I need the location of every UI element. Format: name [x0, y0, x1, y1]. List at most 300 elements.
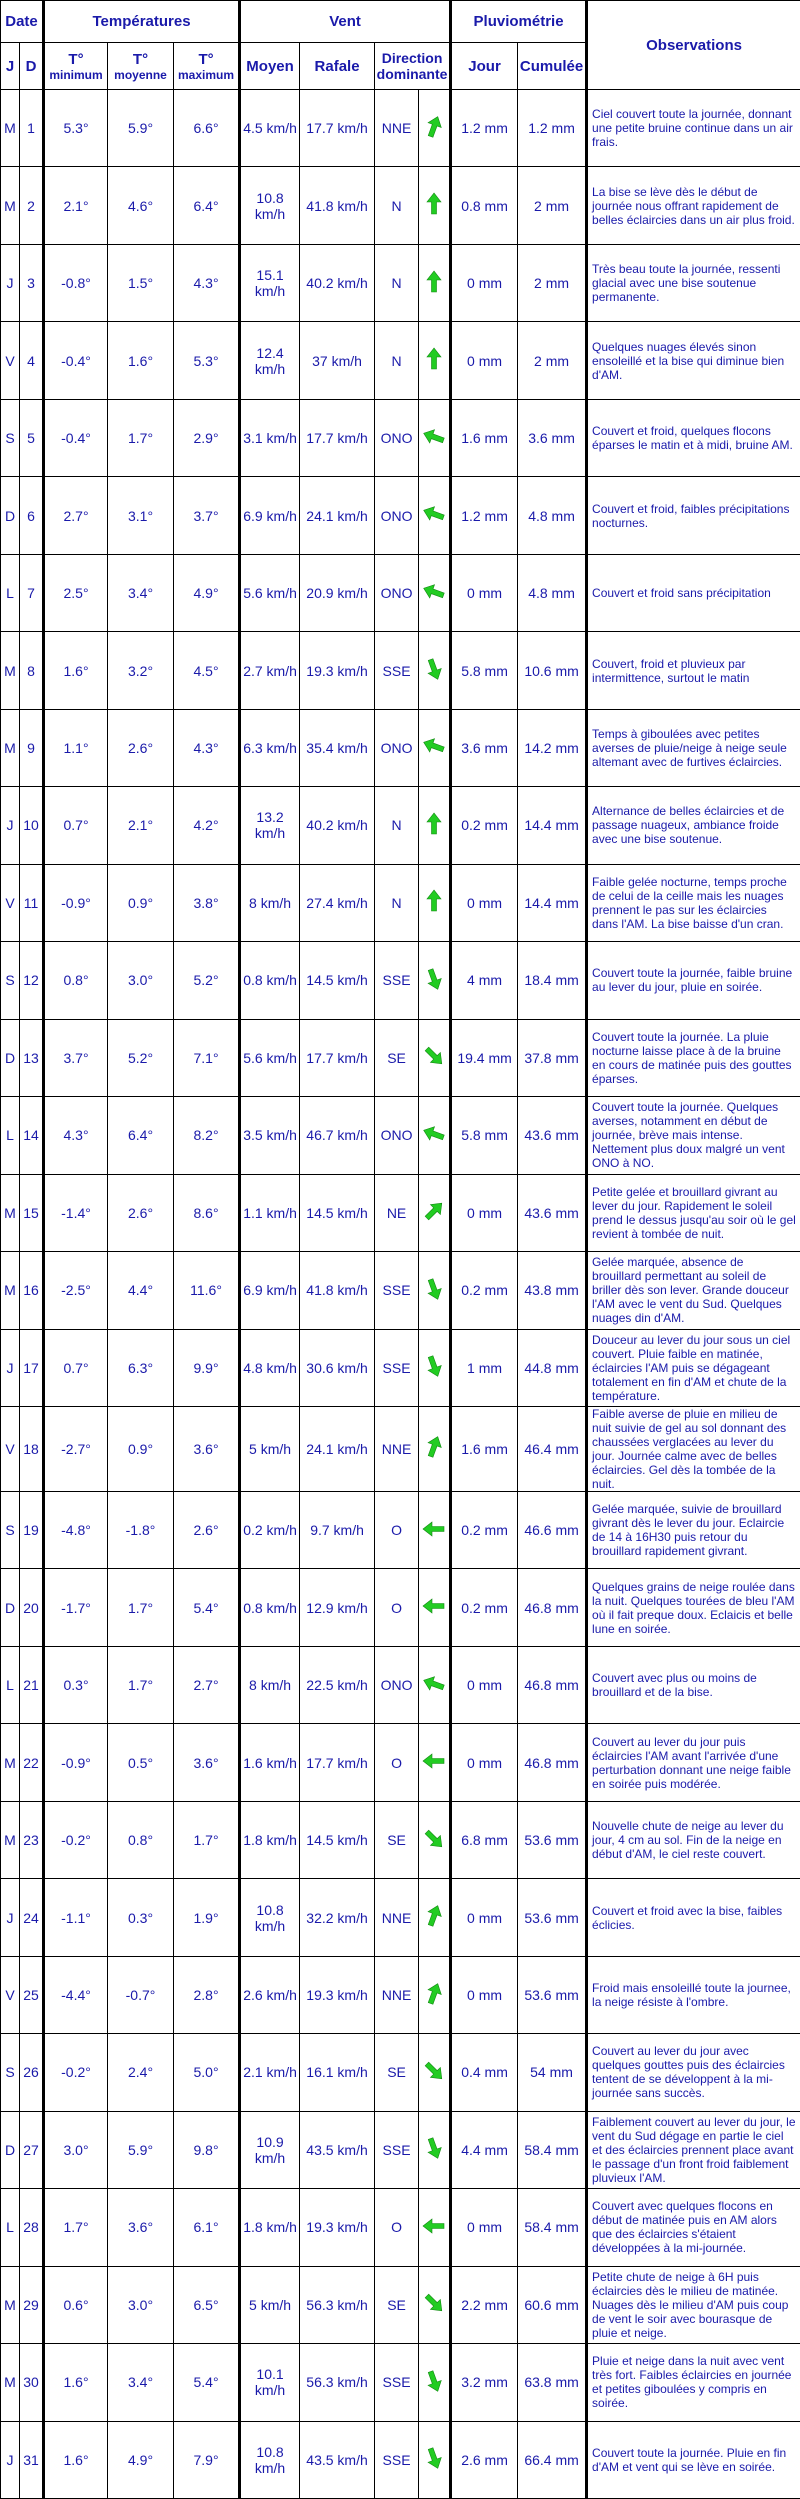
- observation-text: Faible gelée nocturne, temps proche de celui de la ceille mais les nuages prennent le pas sur les éclaircies dans l'AM. La bise baisse d'un cran.: [587, 864, 800, 941]
- temp-max: 6.5°: [174, 2266, 240, 2343]
- day-letter: D: [1, 477, 20, 554]
- temp-min: 0.3°: [44, 1646, 108, 1723]
- day-number: 23: [20, 1801, 44, 1878]
- wind-arrow-cell: [419, 90, 451, 167]
- wind-arrow-icon: [422, 2059, 446, 2083]
- rain-day: 0 mm: [451, 1646, 518, 1723]
- header-date: Date: [1, 1, 44, 43]
- wind-arrow-icon: [422, 1199, 446, 1223]
- wind-avg: 8 km/h: [240, 864, 300, 941]
- temp-avg: 0.5°: [108, 1724, 174, 1801]
- rain-day: 0 mm: [451, 1174, 518, 1251]
- wind-avg: 10.8 km/h: [240, 1879, 300, 1956]
- wind-gust: 14.5 km/h: [300, 1174, 375, 1251]
- temp-min: -4.4°: [44, 1956, 108, 2033]
- header-moyen: Moyen: [240, 43, 300, 90]
- wind-avg: 3.1 km/h: [240, 399, 300, 476]
- table-row: [1, 787, 800, 864]
- wind-gust: 24.1 km/h: [300, 1406, 375, 1491]
- wind-arrow-cell: [419, 244, 451, 321]
- temp-avg: 6.3°: [108, 1329, 174, 1406]
- rain-day: 2.2 mm: [451, 2266, 518, 2343]
- header-rafale: Rafale: [300, 43, 375, 90]
- wind-arrow-cell: [419, 1174, 451, 1251]
- temp-max: 5.4°: [174, 2344, 240, 2421]
- rain-cumulative: 4.8 mm: [518, 554, 587, 631]
- header-vent: Vent: [240, 1, 451, 43]
- rain-day: 0.4 mm: [451, 2034, 518, 2111]
- wind-avg: 6.9 km/h: [240, 1252, 300, 1329]
- wind-arrow-cell: [419, 1406, 451, 1491]
- wind-arrow-cell: [419, 942, 451, 1019]
- observation-text: La bise se lève dès le début de journée nous offrant rapidement de belles éclaircies dans un air plus froid.: [587, 167, 800, 244]
- table-row: [1, 2344, 800, 2421]
- wind-gust: 46.7 km/h: [300, 1097, 375, 1174]
- wind-gust: 14.5 km/h: [300, 942, 375, 1019]
- rain-cumulative: 10.6 mm: [518, 632, 587, 709]
- wind-gust: 24.1 km/h: [300, 477, 375, 554]
- rain-day: 5.8 mm: [451, 632, 518, 709]
- observation-text: Couvert toute la journée. Pluie en fin d'AM et vent qui se lève en soirée.: [587, 2421, 800, 2498]
- wind-avg: 5.6 km/h: [240, 1019, 300, 1096]
- temp-max: 4.3°: [174, 244, 240, 321]
- wind-direction: SE: [375, 1019, 419, 1096]
- day-number: 16: [20, 1252, 44, 1329]
- wind-arrow-icon: [422, 2214, 446, 2238]
- wind-arrow-icon: [422, 347, 446, 371]
- temp-avg: 3.0°: [108, 942, 174, 1019]
- rain-cumulative: 14.2 mm: [518, 709, 587, 786]
- wind-direction: N: [375, 244, 419, 321]
- observation-text: Quelques nuages élevés sinon ensoleillé et la bise qui diminue bien d'AM.: [587, 322, 800, 399]
- temp-avg: 3.4°: [108, 2344, 174, 2421]
- wind-arrow-icon: [422, 1827, 446, 1851]
- wind-arrow-icon: [422, 1122, 446, 1146]
- day-number: 10: [20, 787, 44, 864]
- day-number: 30: [20, 2344, 44, 2421]
- temp-avg: 4.4°: [108, 1252, 174, 1329]
- table-row: [1, 1491, 800, 1568]
- day-letter: S: [1, 942, 20, 1019]
- temp-min: 3.0°: [44, 2111, 108, 2188]
- wind-avg: 0.2 km/h: [240, 1491, 300, 1568]
- rain-day: 0.2 mm: [451, 787, 518, 864]
- wind-arrow-cell: [419, 1491, 451, 1568]
- day-letter: D: [1, 1569, 20, 1646]
- wind-arrow-icon: [422, 1672, 446, 1696]
- observation-text: Couvert toute la journée. La pluie nocturne laisse place à de la bruine en cours de matinée puis des gouttes éparses.: [587, 1019, 800, 1096]
- rain-day: 2.6 mm: [451, 2421, 518, 2498]
- day-letter: J: [1, 2421, 20, 2498]
- wind-arrow-icon: [422, 192, 446, 216]
- rain-cumulative: 14.4 mm: [518, 864, 587, 941]
- wind-direction: SSE: [375, 2111, 419, 2188]
- wind-arrow-icon: [422, 1044, 446, 1068]
- wind-arrow-cell: [419, 399, 451, 476]
- day-number: 20: [20, 1569, 44, 1646]
- rain-cumulative: 53.6 mm: [518, 1879, 587, 1956]
- wind-avg: 4.5 km/h: [240, 90, 300, 167]
- wind-arrow-icon: [422, 889, 446, 913]
- wind-avg: 10.9 km/h: [240, 2111, 300, 2188]
- header-j: J: [1, 43, 20, 90]
- wind-gust: 43.5 km/h: [300, 2111, 375, 2188]
- temp-max: 2.9°: [174, 399, 240, 476]
- day-letter: M: [1, 2266, 20, 2343]
- wind-avg: 1.6 km/h: [240, 1724, 300, 1801]
- temp-max: 3.8°: [174, 864, 240, 941]
- day-letter: M: [1, 709, 20, 786]
- wind-direction: SSE: [375, 632, 419, 709]
- wind-arrow-cell: [419, 2421, 451, 2498]
- day-number: 4: [20, 322, 44, 399]
- day-number: 7: [20, 554, 44, 631]
- temp-min: -4.8°: [44, 1491, 108, 1568]
- day-letter: L: [1, 2189, 20, 2266]
- wind-avg: 8 km/h: [240, 1646, 300, 1723]
- rain-day: 0 mm: [451, 554, 518, 631]
- wind-direction: N: [375, 322, 419, 399]
- table-row: [1, 1406, 800, 1491]
- wind-avg: 6.9 km/h: [240, 477, 300, 554]
- wind-avg: 1.1 km/h: [240, 1174, 300, 1251]
- wind-avg: 3.5 km/h: [240, 1097, 300, 1174]
- rain-cumulative: 46.4 mm: [518, 1406, 587, 1491]
- wind-arrow-cell: [419, 1019, 451, 1096]
- day-number: 13: [20, 1019, 44, 1096]
- day-number: 19: [20, 1491, 44, 1568]
- temp-avg: 5.2°: [108, 1019, 174, 1096]
- rain-cumulative: 66.4 mm: [518, 2421, 587, 2498]
- wind-direction: ONO: [375, 1097, 419, 1174]
- wind-gust: 12.9 km/h: [300, 1569, 375, 1646]
- observation-text: Douceur au lever du jour sous un ciel couvert. Pluie faible en matinée, éclaircies l'AM puis se dégageant totalement en fin d'AM et chute de la température.: [587, 1329, 800, 1406]
- wind-arrow-icon: [422, 2446, 446, 2470]
- day-letter: M: [1, 90, 20, 167]
- wind-gust: 22.5 km/h: [300, 1646, 375, 1723]
- rain-cumulative: 46.8 mm: [518, 1646, 587, 1723]
- day-number: 8: [20, 632, 44, 709]
- rain-day: 1.2 mm: [451, 90, 518, 167]
- rain-cumulative: 44.8 mm: [518, 1329, 587, 1406]
- wind-arrow-icon: [422, 1594, 446, 1618]
- wind-gust: 30.6 km/h: [300, 1329, 375, 1406]
- wind-direction: O: [375, 1569, 419, 1646]
- temp-avg: 6.4°: [108, 1097, 174, 1174]
- wind-direction: SSE: [375, 1329, 419, 1406]
- wind-gust: 37 km/h: [300, 322, 375, 399]
- temp-avg: 1.7°: [108, 1646, 174, 1723]
- rain-cumulative: 46.8 mm: [518, 1569, 587, 1646]
- observation-text: Couvert et froid sans précipitation: [587, 554, 800, 631]
- wind-arrow-icon: [422, 2369, 446, 2393]
- wind-avg: 4.8 km/h: [240, 1329, 300, 1406]
- day-letter: M: [1, 1252, 20, 1329]
- day-number: 22: [20, 1724, 44, 1801]
- wind-gust: 19.3 km/h: [300, 1956, 375, 2033]
- temp-max: 5.2°: [174, 942, 240, 1019]
- table-row: [1, 554, 800, 631]
- rain-cumulative: 18.4 mm: [518, 942, 587, 1019]
- wind-avg: 2.6 km/h: [240, 1956, 300, 2033]
- table-row: [1, 2034, 800, 2111]
- observation-text: Pluie et neige dans la nuit avec vent très fort. Faibles éclaircies en journée et petites giboulées y compris en soirée.: [587, 2344, 800, 2421]
- wind-direction: SSE: [375, 2421, 419, 2498]
- temp-min: 0.8°: [44, 942, 108, 1019]
- rain-cumulative: 46.8 mm: [518, 1724, 587, 1801]
- temp-max: 4.5°: [174, 632, 240, 709]
- wind-arrow-cell: [419, 2344, 451, 2421]
- observation-text: Couvert avec quelques flocons en début de matinée puis en AM alors que des éclaircies s'étaient développées à la mi-journée.: [587, 2189, 800, 2266]
- wind-arrow-icon: [422, 967, 446, 991]
- wind-arrow-cell: [419, 1646, 451, 1723]
- rain-day: 4 mm: [451, 942, 518, 1019]
- header-temperatures: Températures: [44, 1, 240, 43]
- temp-avg: 2.4°: [108, 2034, 174, 2111]
- rain-day: 0.2 mm: [451, 1252, 518, 1329]
- table-row: [1, 167, 800, 244]
- table-row: [1, 942, 800, 1019]
- observation-text: Couvert avec plus ou moins de brouillard et de la bise.: [587, 1646, 800, 1723]
- temp-avg: -1.8°: [108, 1491, 174, 1568]
- day-letter: M: [1, 1174, 20, 1251]
- wind-arrow-cell: [419, 167, 451, 244]
- header-tmin: T° minimum: [44, 43, 108, 90]
- rain-day: 5.8 mm: [451, 1097, 518, 1174]
- rain-cumulative: 3.6 mm: [518, 399, 587, 476]
- rain-cumulative: 53.6 mm: [518, 1956, 587, 2033]
- temp-avg: 3.0°: [108, 2266, 174, 2343]
- temp-min: 0.7°: [44, 1329, 108, 1406]
- rain-day: 0.8 mm: [451, 167, 518, 244]
- wind-avg: 10.1 km/h: [240, 2344, 300, 2421]
- day-number: 26: [20, 2034, 44, 2111]
- temp-avg: 1.6°: [108, 322, 174, 399]
- day-letter: L: [1, 1097, 20, 1174]
- temp-avg: 5.9°: [108, 90, 174, 167]
- rain-cumulative: 54 mm: [518, 2034, 587, 2111]
- table-row: [1, 709, 800, 786]
- day-letter: V: [1, 322, 20, 399]
- rain-day: 0 mm: [451, 864, 518, 941]
- header-tmax: T° maximum: [174, 43, 240, 90]
- temp-min: 5.3°: [44, 90, 108, 167]
- temp-min: 2.5°: [44, 554, 108, 631]
- wind-avg: 0.8 km/h: [240, 942, 300, 1019]
- wind-gust: 43.5 km/h: [300, 2421, 375, 2498]
- temp-max: 1.7°: [174, 1801, 240, 1878]
- day-letter: J: [1, 244, 20, 321]
- rain-day: 0 mm: [451, 1879, 518, 1956]
- header-direction: Direction dominante: [375, 43, 451, 90]
- wind-gust: 16.1 km/h: [300, 2034, 375, 2111]
- wind-direction: N: [375, 864, 419, 941]
- temp-max: 7.9°: [174, 2421, 240, 2498]
- temp-max: 4.3°: [174, 709, 240, 786]
- wind-gust: 56.3 km/h: [300, 2266, 375, 2343]
- day-number: 28: [20, 2189, 44, 2266]
- wind-arrow-icon: [422, 1354, 446, 1378]
- rain-cumulative: 43.6 mm: [518, 1174, 587, 1251]
- wind-direction: SE: [375, 2266, 419, 2343]
- wind-arrow-cell: [419, 1569, 451, 1646]
- rain-cumulative: 46.6 mm: [518, 1491, 587, 1568]
- temp-min: 2.1°: [44, 167, 108, 244]
- wind-arrow-cell: [419, 1724, 451, 1801]
- wind-arrow-icon: [422, 1749, 446, 1773]
- observation-text: Couvert au lever du jour puis éclaircies l'AM avant l'arrivée d'une perturbation donnant une neige faible en soirée puis modérée.: [587, 1724, 800, 1801]
- temp-avg: 1.7°: [108, 1569, 174, 1646]
- wind-arrow-cell: [419, 477, 451, 554]
- temp-avg: 3.4°: [108, 554, 174, 631]
- wind-direction: SSE: [375, 942, 419, 1019]
- wind-arrow-cell: [419, 1252, 451, 1329]
- day-letter: V: [1, 1956, 20, 2033]
- temp-max: 5.4°: [174, 1569, 240, 1646]
- table-row: [1, 1724, 800, 1801]
- day-letter: D: [1, 1019, 20, 1096]
- observation-text: Très beau toute la journée, ressenti glacial avec une bise soutenue permanente.: [587, 244, 800, 321]
- wind-arrow-cell: [419, 709, 451, 786]
- rain-cumulative: 37.8 mm: [518, 1019, 587, 1096]
- wind-avg: 5 km/h: [240, 1406, 300, 1491]
- day-number: 17: [20, 1329, 44, 1406]
- wind-avg: 13.2 km/h: [240, 787, 300, 864]
- day-number: 2: [20, 167, 44, 244]
- table-row: [1, 2111, 800, 2188]
- temp-min: 4.3°: [44, 1097, 108, 1174]
- temp-min: 1.1°: [44, 709, 108, 786]
- header-observations: Observations: [587, 1, 800, 90]
- rain-cumulative: 4.8 mm: [518, 477, 587, 554]
- wind-arrow-cell: [419, 2189, 451, 2266]
- wind-direction: ONO: [375, 554, 419, 631]
- wind-arrow-icon: [422, 425, 446, 449]
- day-letter: D: [1, 2111, 20, 2188]
- wind-arrow-icon: [422, 580, 446, 604]
- day-number: 6: [20, 477, 44, 554]
- wind-direction: NNE: [375, 1879, 419, 1956]
- temp-avg: 3.6°: [108, 2189, 174, 2266]
- wind-gust: 41.8 km/h: [300, 1252, 375, 1329]
- rain-cumulative: 60.6 mm: [518, 2266, 587, 2343]
- wind-gust: 19.3 km/h: [300, 2189, 375, 2266]
- wind-gust: 27.4 km/h: [300, 864, 375, 941]
- table-row: [1, 1646, 800, 1723]
- observation-text: Nouvelle chute de neige au lever du jour, 4 cm au sol. Fin de la neige en début d'AM, le ciel reste couvert.: [587, 1801, 800, 1878]
- wind-avg: 1.8 km/h: [240, 2189, 300, 2266]
- table-row: [1, 864, 800, 941]
- wind-avg: 5.6 km/h: [240, 554, 300, 631]
- rain-day: 0 mm: [451, 244, 518, 321]
- table-row: [1, 2266, 800, 2343]
- header-jour: Jour: [451, 43, 518, 90]
- temp-avg: 2.1°: [108, 787, 174, 864]
- temp-min: -0.8°: [44, 244, 108, 321]
- wind-avg: 2.1 km/h: [240, 2034, 300, 2111]
- table-row: [1, 632, 800, 709]
- rain-cumulative: 53.6 mm: [518, 1801, 587, 1878]
- wind-arrow-icon: [422, 734, 446, 758]
- wind-gust: 40.2 km/h: [300, 787, 375, 864]
- day-letter: S: [1, 2034, 20, 2111]
- day-number: 25: [20, 1956, 44, 2033]
- observation-text: Couvert et froid, faibles précipitations nocturnes.: [587, 477, 800, 554]
- day-letter: S: [1, 399, 20, 476]
- temp-max: 8.6°: [174, 1174, 240, 1251]
- day-number: 15: [20, 1174, 44, 1251]
- day-letter: J: [1, 787, 20, 864]
- table-row: [1, 399, 800, 476]
- temp-min: -1.1°: [44, 1879, 108, 1956]
- wind-avg: 2.7 km/h: [240, 632, 300, 709]
- wind-arrow-cell: [419, 554, 451, 631]
- table-row: [1, 244, 800, 321]
- temp-min: -0.2°: [44, 2034, 108, 2111]
- temp-max: 6.4°: [174, 167, 240, 244]
- header-cumulee: Cumulée: [518, 43, 587, 90]
- day-number: 31: [20, 2421, 44, 2498]
- wind-avg: 10.8 km/h: [240, 167, 300, 244]
- table-row: [1, 1569, 800, 1646]
- wind-arrow-cell: [419, 1329, 451, 1406]
- temp-avg: 1.7°: [108, 399, 174, 476]
- rain-day: 1 mm: [451, 1329, 518, 1406]
- observation-text: Gelée marquée, suivie de brouillard givrant dès le lever du jour. Eclaircie de 14 à 16H30 puis retour du brouillard rapidement givrant.: [587, 1491, 800, 1568]
- observation-text: Couvert et froid avec la bise, faibles éclicies.: [587, 1879, 800, 1956]
- day-number: 12: [20, 942, 44, 1019]
- rain-cumulative: 2 mm: [518, 322, 587, 399]
- temp-max: 3.6°: [174, 1406, 240, 1491]
- observation-text: Temps à giboulées avec petites averses de pluie/neige à neige seule altemant avec de furtives éclaircies.: [587, 709, 800, 786]
- rain-day: 1.6 mm: [451, 1406, 518, 1491]
- rain-cumulative: 2 mm: [518, 244, 587, 321]
- table-row: [1, 90, 800, 167]
- rain-day: 0 mm: [451, 1956, 518, 2033]
- wind-arrow-icon: [422, 657, 446, 681]
- wind-avg: 12.4 km/h: [240, 322, 300, 399]
- wind-arrow-icon: [422, 1904, 446, 1928]
- table-row: [1, 1329, 800, 1406]
- temp-avg: 0.3°: [108, 1879, 174, 1956]
- temp-avg: 1.5°: [108, 244, 174, 321]
- day-number: 21: [20, 1646, 44, 1723]
- day-letter: M: [1, 1724, 20, 1801]
- wind-direction: SE: [375, 2034, 419, 2111]
- wind-gust: 17.7 km/h: [300, 1724, 375, 1801]
- temp-avg: 0.9°: [108, 864, 174, 941]
- table-row: [1, 1174, 800, 1251]
- temp-min: 0.6°: [44, 2266, 108, 2343]
- wind-direction: SSE: [375, 2344, 419, 2421]
- wind-arrow-cell: [419, 787, 451, 864]
- temp-max: 8.2°: [174, 1097, 240, 1174]
- observation-text: Couvert au lever du jour avec quelques gouttes puis des éclaircies tentent de se développent à la mi-journée sans succès.: [587, 2034, 800, 2111]
- rain-day: 0.2 mm: [451, 1491, 518, 1568]
- temp-max: 11.6°: [174, 1252, 240, 1329]
- rain-day: 19.4 mm: [451, 1019, 518, 1096]
- wind-direction: SSE: [375, 1252, 419, 1329]
- temp-max: 2.7°: [174, 1646, 240, 1723]
- wind-direction: NNE: [375, 1956, 419, 2033]
- temp-max: 5.0°: [174, 2034, 240, 2111]
- wind-gust: 17.7 km/h: [300, 399, 375, 476]
- rain-day: 6.8 mm: [451, 1801, 518, 1878]
- temp-max: 3.7°: [174, 477, 240, 554]
- wind-arrow-cell: [419, 1801, 451, 1878]
- wind-direction: N: [375, 787, 419, 864]
- wind-gust: 40.2 km/h: [300, 244, 375, 321]
